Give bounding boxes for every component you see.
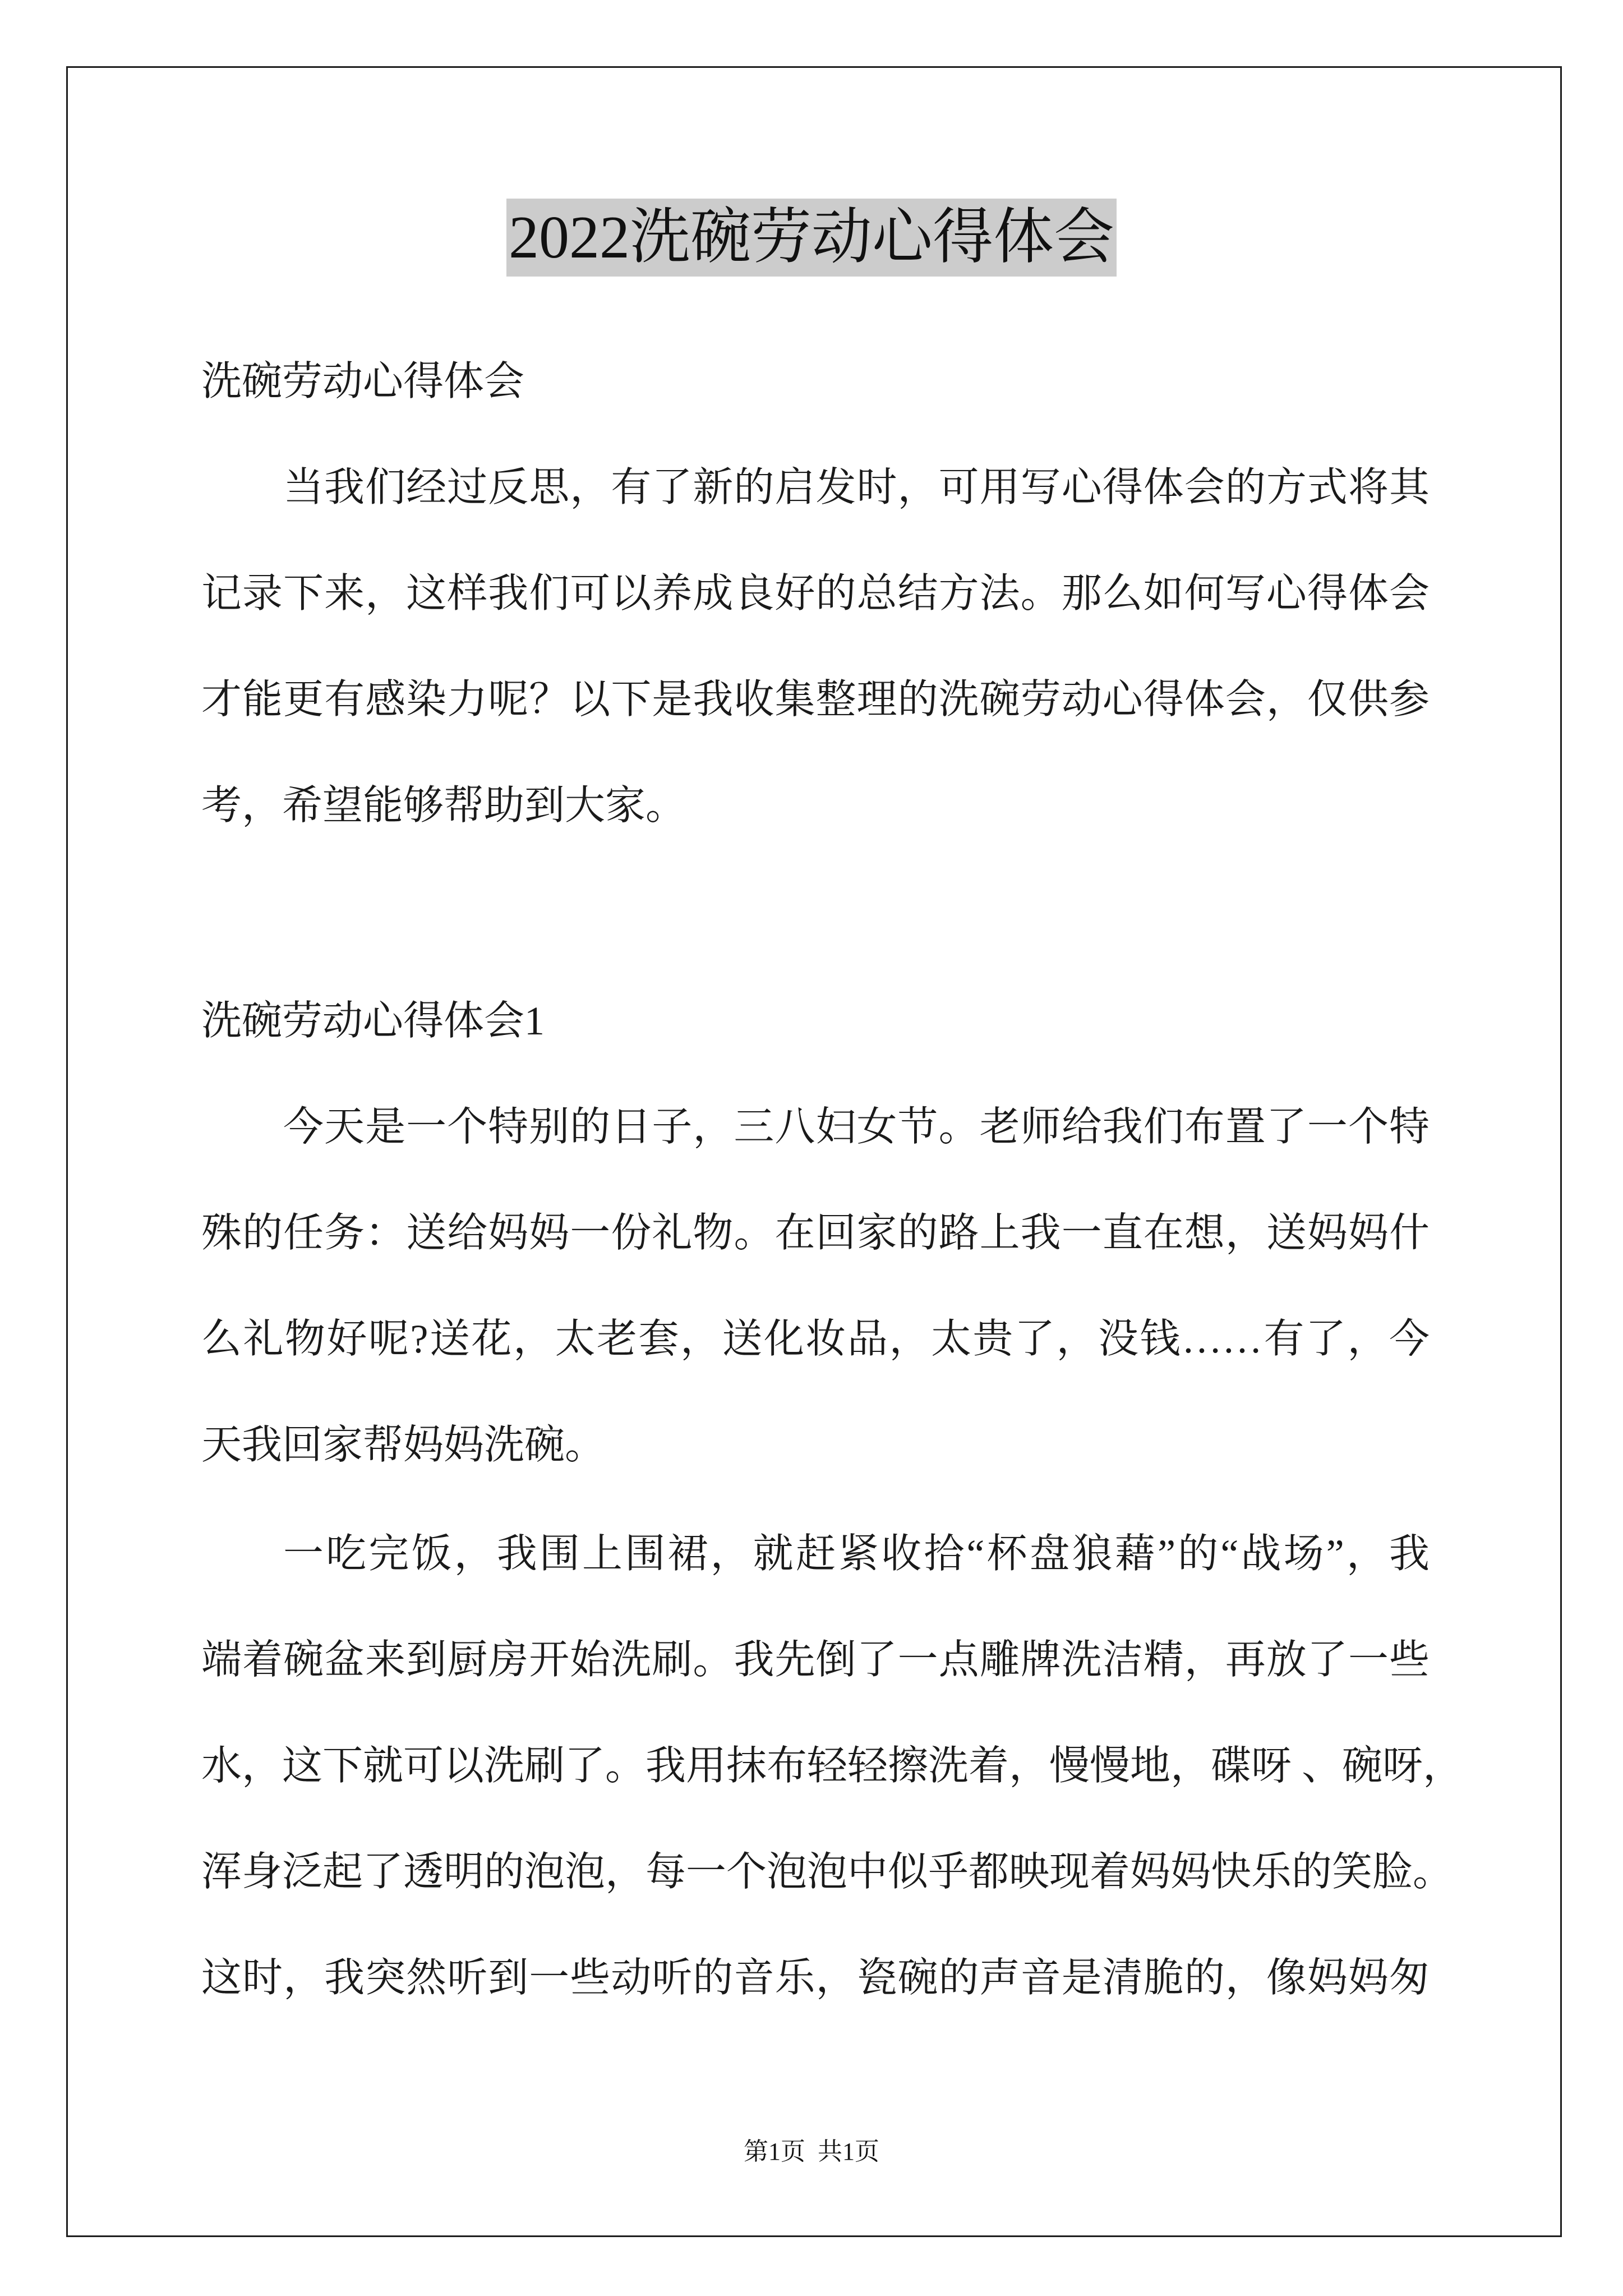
paragraph-line: 殊的任务：送给妈妈一份礼物。在回家的路上我一直在想，送妈妈什 (201, 1211, 1430, 1255)
paragraph (201, 1074, 1430, 1498)
section-heading: 洗碗劳动心得体会 (201, 359, 525, 404)
paragraph-line: 当我们经过反思，有了新的启发时，可用写心得体会的方式将其 (283, 465, 1430, 510)
section-heading: 洗碗劳动心得体会1 (201, 999, 545, 1043)
paragraph-line: 考，希望能够帮助到大家。 (201, 783, 686, 828)
paragraph-line: 这时，我突然听到一些动听的音乐，瓷碗的声音是清脆的，像妈妈匆 (201, 1955, 1430, 2000)
title-block (0, 199, 1623, 277)
paragraph-line: 水，这下就可以洗刷了。我用抹布轻轻擦洗着，慢慢地，碟呀 、碗呀， (201, 1743, 1464, 1788)
paragraph-line: 记录下来，这样我们可以养成良好的总结方法。那么如何写心得体会 (201, 571, 1430, 616)
document-body (201, 329, 1464, 2031)
blank-line (201, 859, 1430, 968)
paragraph-line: 今天是一个特别的日子，三八妇女节。老师给我们布置了一个特 (283, 1105, 1430, 1149)
paragraph-line: 么礼物好呢?送花，太老套，送化妆品，太贵了，没钱……有了，今 (201, 1317, 1430, 1361)
paragraph-line: 浑身泛起了透明的泡泡，每一个泡泡中似乎都映现着妈妈快乐的笑脸。 (201, 1849, 1454, 1894)
paragraph-line: 天我回家帮妈妈洗碗。 (201, 1423, 606, 1467)
paragraph (201, 1501, 1464, 2031)
page-footer: 第1页 共1页 (744, 2138, 879, 2165)
paragraph-line: 一吃完饭，我围上围裙，就赶紧收拾“杯盘狼藉”的“战场”，我 (283, 1531, 1430, 1576)
paragraph (201, 435, 1430, 859)
paragraph-line: 端着碗盆来到厨房开始洗刷。我先倒了一点雕牌洗洁精，再放了一些 (201, 1637, 1430, 1682)
document-title: 2022洗碗劳动心得体会 (506, 199, 1117, 277)
paragraph-line: 才能更有感染力呢？以下是我收集整理的洗碗劳动心得体会，仅供参 (201, 677, 1430, 722)
